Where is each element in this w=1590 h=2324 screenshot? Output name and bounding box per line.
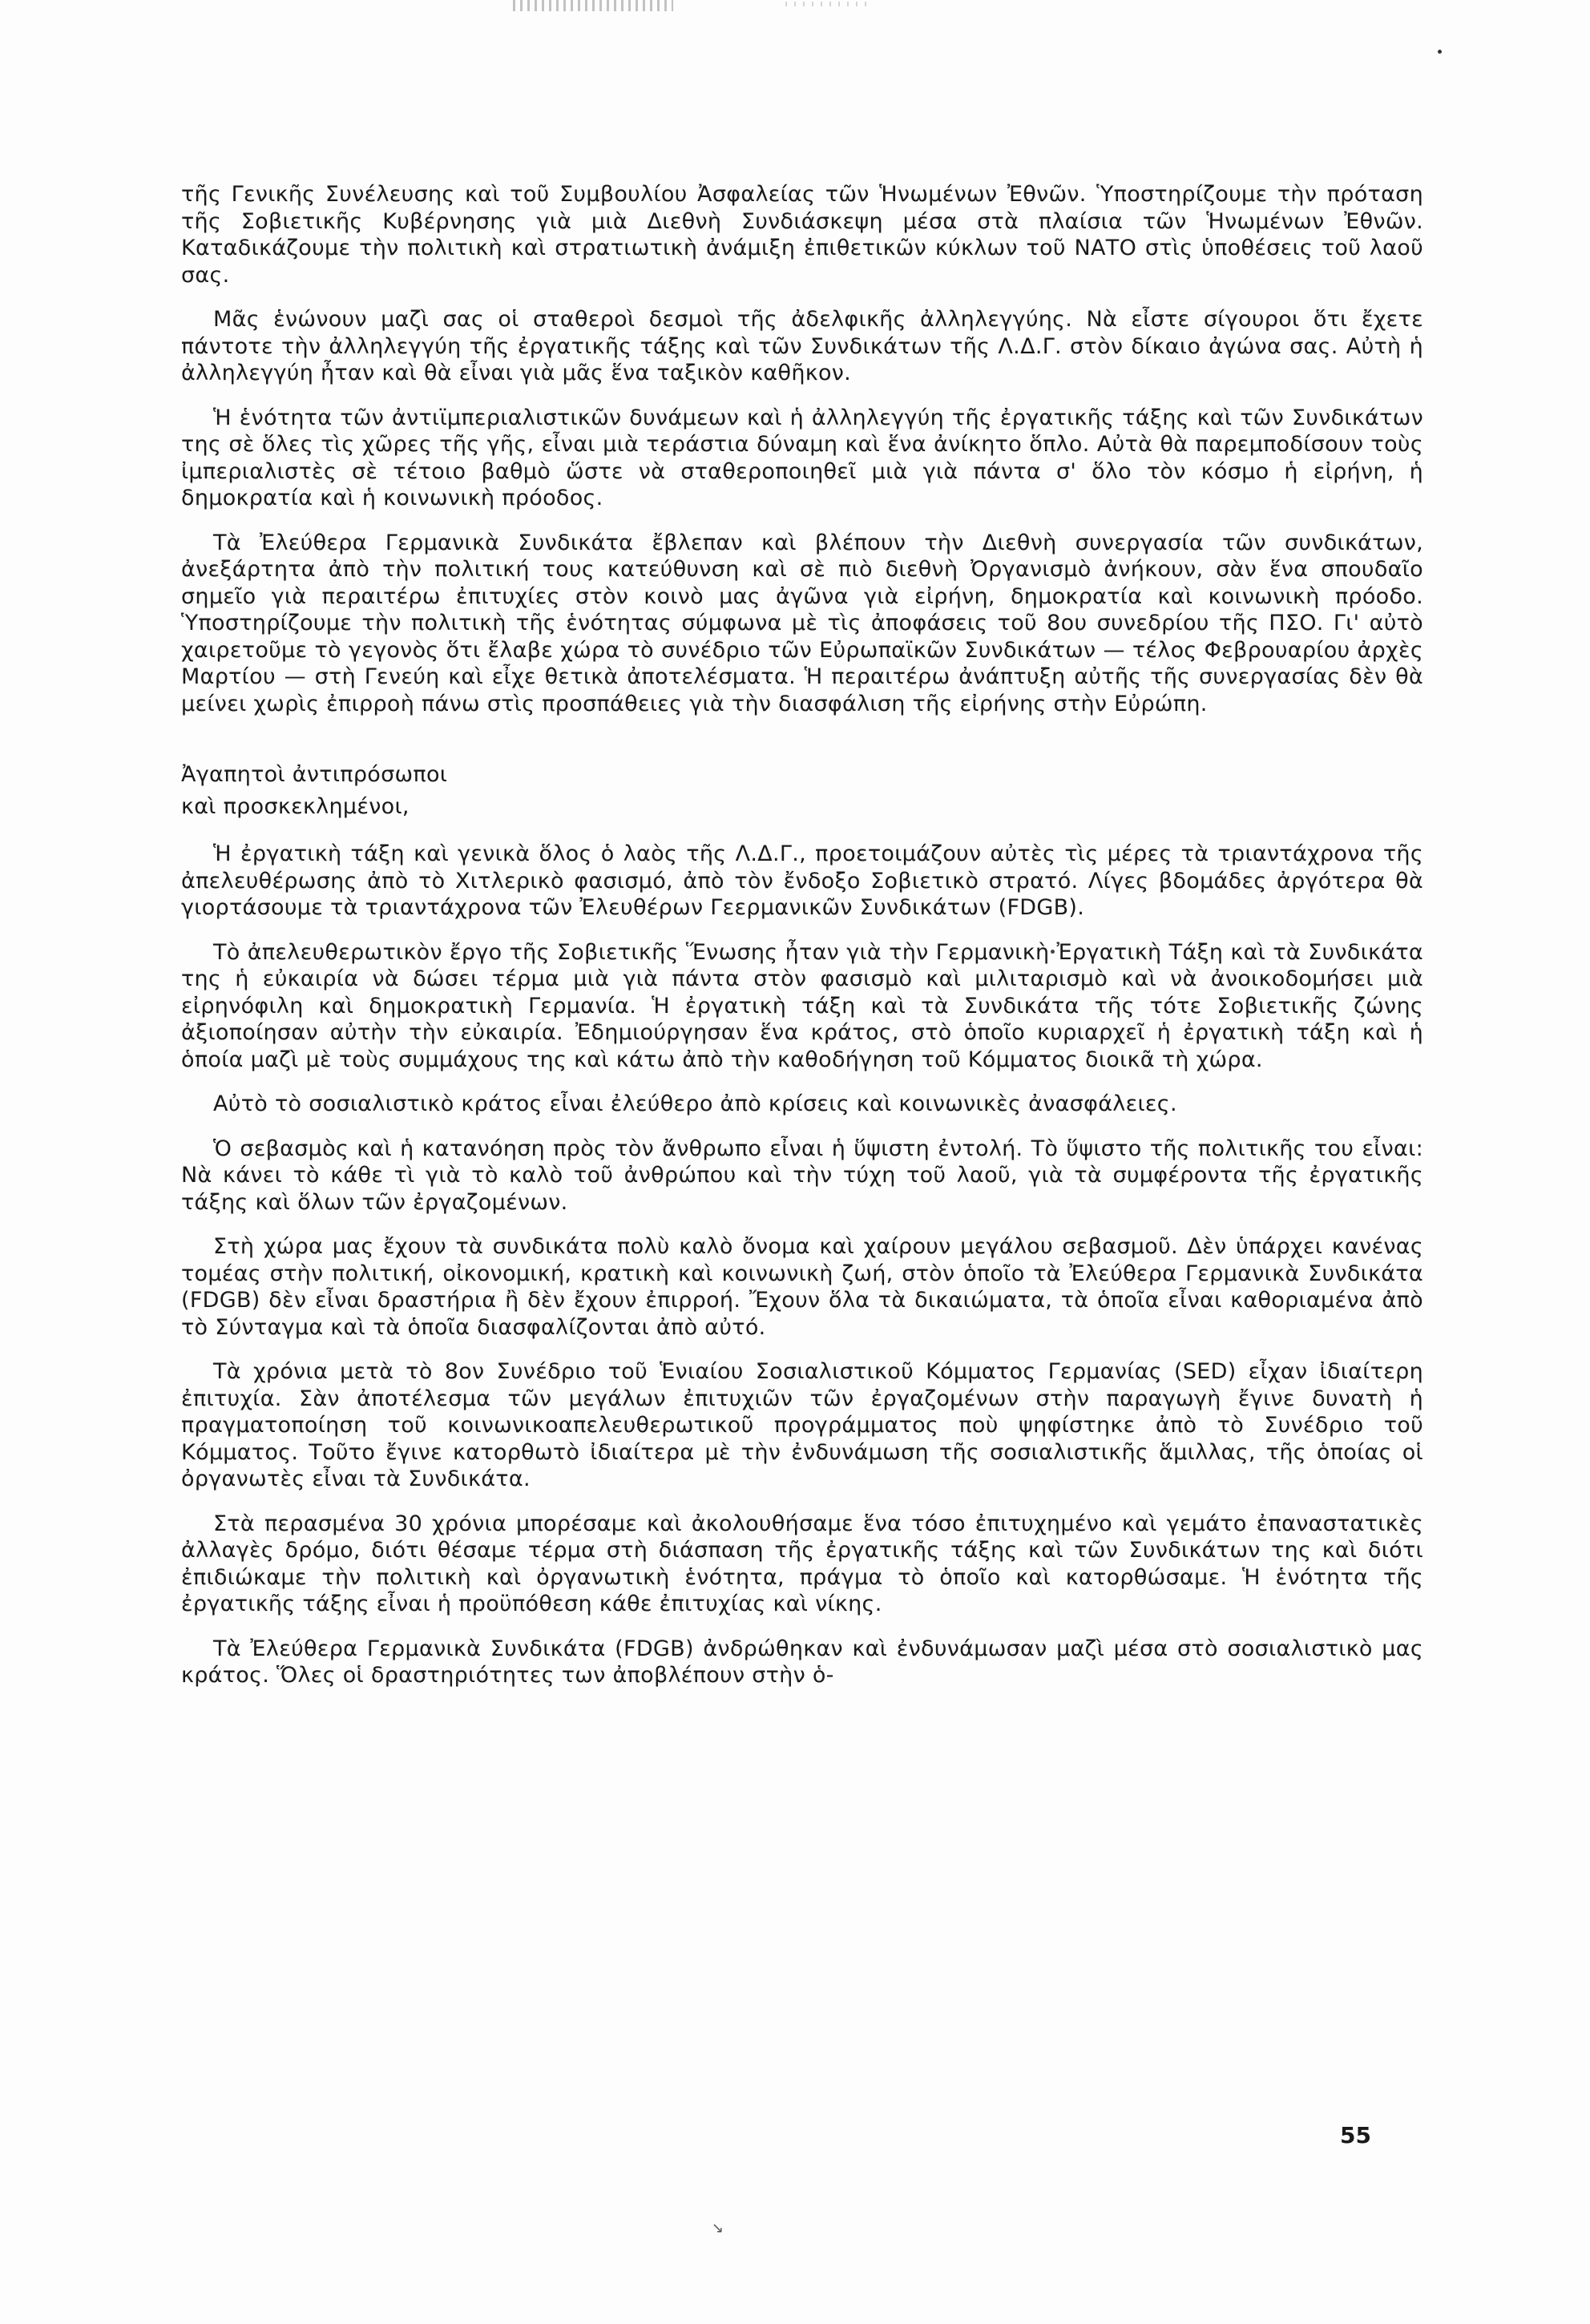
stray-mark: ↘	[712, 2220, 724, 2237]
paragraph: Τὰ χρόνια μετὰ τὸ 8ον Συνέδριο τοῦ Ἑνιαίου Σοσιαλιστικοῦ Κόμματος Γερμανίας (SED) εἶχαν ἰδιαίτερη ἐπιτυχία. Σὰν ἀποτέλεσμα τῶν μεγάλων ἐπιτυχιῶν τῶν ἐργαζομένων στὴν παραγωγὴ ἔγινε δυνατὴ ἡ πραγματοποίηση τοῦ κοινωνικοαπελευθερωτικοῦ προγράμματος ποὺ ψηφίστηκε ἀπὸ τὸ Συνέδριο τοῦ Κόμματος. Τοῦτο ἔγινε κατορθωτὸ ἰδιαίτερα μὲ τὴν ἐνδυνάμωση τῆς σοσιαλιστικῆς ἅμιλλας, τῆς ὁποίας οἱ ὀργανωτὲς εἶναι τὰ Συνδικάτα.	[181, 1359, 1423, 1491]
paragraph: Τὰ Ἐλεύθερα Γερμανικὰ Συνδικάτα (FDGB) ἀνδρώθηκαν καὶ ἐνδυνάμωσαν μαζὶ μέσα στὸ σοσιαλιστικὸ μας κράτος. Ὅλες οἱ δραστηριότητες των ἀποβλέπουν στὴν ὁ-	[181, 1636, 1423, 1688]
body-text	[181, 181, 1423, 1707]
paragraph: Ὁ σεβασμὸς καὶ ἡ κατανόηση πρὸς τὸν ἄνθρωπο εἶναι ἡ ὕψιστη ἐντολή. Τὸ ὕψιστο τῆς πολιτικῆς του εἶναι: Νὰ κάνει τὸ κάθε τὶ γιὰ τὸ καλὸ τοῦ ἀνθρώπου καὶ τὴν τύχη τοῦ λαοῦ, γιὰ τὰ συμφέροντα τῆς ἐργατικῆς τάξης καὶ ὅλων τῶν ἐργαζομένων.	[181, 1136, 1423, 1215]
paragraph: τῆς Γενικῆς Συνέλευσης καὶ τοῦ Συμβουλίου Ἀσφαλείας τῶν Ἡνωμένων Ἐθνῶν. Ὑποστηρίζουμε τὴν πρόταση τῆς Σοβιετικῆς Κυβέρνησης γιὰ μιὰ Διεθνὴ Συνδιάσκεψη μέσα στὰ πλαίσια τῶν Ἡνωμένων Ἐθνῶν. Καταδικάζουμε τὴν πολιτικὴ καὶ στρατιωτικὴ ἀνάμιξη ἐπιθετικῶν κύκλων τοῦ ΝΑΤΟ στὶς ὑποθέσεις τοῦ λαοῦ σας.	[181, 182, 1423, 288]
salutation-line: καὶ προσκεκλημένοι,	[181, 794, 410, 819]
scan-artifact-top	[513, 0, 673, 11]
salutation-line: Ἀγαπητοὶ ἀντιπρόσωποι	[181, 762, 448, 787]
paragraph: Ἡ ἐργατικὴ τάξη καὶ γενικὰ ὅλος ὁ λαὸς τῆς Λ.Δ.Γ., προετοιμάζουν αὐτὲς τὶς μέρες τὰ τριαντάχρονα τῆς ἀπελευθέρωσης ἀπὸ τὸ Χιτλερικὸ φασισμό, ἀπὸ τὸν ἔνδοξο Σοβιετικὸ στρατό. Λίγες βδομάδες ἀργότερα θὰ γιορτάσουμε τὰ τριαντάχρονα τῶν Ἐλευθέρων Γεερμανικῶν Συνδικάτων (FDGB).	[181, 841, 1423, 920]
salutation	[181, 759, 1423, 823]
paragraph: Στὴ χώρα μας ἔχουν τὰ συνδικάτα πολὺ καλὸ ὄνομα καὶ χαίρουν μεγάλου σεβασμοῦ. Δὲν ὑπάρχει κανένας τομέας στὴν πολιτική, οἰκονομική, κρατικὴ καὶ κοινωνικὴ ζωή, στὸν ὁποῖο τὰ Ἐλεύθερα Γερμανικὰ Συνδικάτα (FDGB) δὲν εἶναι δραστήρια ἢ δὲν ἔχουν ἐπιρροή. Ἔχουν ὅλα τὰ δικαιώματα, τὰ ὁποῖα εἶναι καθοριαμένα ἀπὸ τὸ Σύνταγμα καὶ τὰ ὁποῖα διασφαλίζονται ἀπὸ αὐτό.	[181, 1234, 1423, 1340]
paragraph: Στὰ περασμένα 30 χρόνια μπορέσαμε καὶ ἀκολουθήσαμε ἕνα τόσο ἐπιτυχημένο καὶ γεμάτο ἐπαναστατικὲς ἀλλαγὲς δρόμο, διότι θέσαμε τέρμα στὴ διάσπαση τῆς ἐργατικῆς τάξης καὶ τῶν Συνδικάτων της καὶ διότι ἐπιδιώκαμε τὴν πολιτικὴ καὶ ὀργανωτικὴ ἑνότητα, πράγμα τὸ ὁποῖο καὶ κατορθώσαμε. Ἡ ἑνότητα τῆς ἐργατικῆς τάξης εἶναι ἡ προϋπόθεση κάθε ἐπιτυχίας καὶ νίκης.	[181, 1511, 1423, 1616]
scan-speck	[1438, 50, 1442, 54]
paragraph: Ἡ ἑνότητα τῶν ἀντιϊμπεριαλιστικῶν δυνάμεων καὶ ἡ ἀλληλεγγύη τῆς ἐργατικῆς τάξης καὶ τῶν Συνδικάτων της σὲ ὅλες τὶς χῶρες τῆς γῆς, εἶναι μιὰ τεράστια δύναμη καὶ ἕνα ἀνίκητο ὅπλο. Αὐτὰ θὰ παρεμποδίσουν τοὺς ἰμπεριαλιστὲς σὲ τέτοιο βαθμὸ ὥστε νὰ σταθεροποιηθεῖ μιὰ γιὰ πάντα σ' ὅλο τὸν κόσμο ἡ εἰρήνη, ἡ δημοκρατία καὶ ἡ κοινωνικὴ πρόοδος.	[181, 405, 1423, 510]
paragraph: Μᾶς ἑνώνουν μαζὶ σας οἱ σταθεροὶ δεσμοὶ τῆς ἀδελφικῆς ἀλληλεγγύης. Νὰ εἶστε σίγουροι ὅτι ἔχετε πάντοτε τὴν ἀλληλεγγύη τῆς ἐργατικῆς τάξης καὶ τῶν Συνδικάτων τῆς Λ.Δ.Γ. στὸν δίκαιο ἀγώνα σας. Αὐτὴ ἡ ἀλληλεγγύη ἦταν καὶ θὰ εἶναι γιὰ μᾶς ἕνα ταξικὸν καθῆκον.	[181, 307, 1423, 385]
scan-artifact-top-right	[785, 2, 874, 6]
paragraph: Τὰ Ἐλεύθερα Γερμανικὰ Συνδικάτα ἔβλεπαν καὶ βλέπουν τὴν Διεθνὴ συνεργασία τῶν συνδικάτων, ἀνεξάρτητα ἀπὸ τὴν πολιτική τους κατεύθυνση καὶ σὲ πιὸ διεθνὴ Ὀργανισμὸ ἀνήκουν, σὰν ἕνα σπουδαῖο σημεῖο γιὰ περαιτέρω ἐπιτυχίες στὸν κοινὸ μας ἀγῶνα γιὰ εἰρήνη, δημοκρατία καὶ κοινωνικὴ πρόοδο. Ὑποστηρίζουμε τὴν πολιτικὴ τῆς ἑνότητας σύμφωνα μὲ τὶς ἀποφάσεις τοῦ 8ου συνεδρίου τῆς ΠΣΟ. Γι' αὐτὸ χαιρετοῦμε τὸ γεγονὸς ὅτι ἔλαβε χώρα τὸ συνέδριο τῶν Εὐρωπαϊκῶν Συνδικάτων — τέλος Φεβρουαρίου ἀρχὲς Μαρτίου — στὴ Γενεύη καὶ εἶχε θετικὰ ἀποτελέσματα. Ἡ περαιτέρω ἀνάπτυξη αὐτῆς τῆς συνεργασίας δὲν θὰ μείνει χωρὶς ἐπιρροὴ πάνω στὶς προσπάθειες γιὰ τὴν διασφάλιση τῆς εἰρήνης στὴν Εὐρώπη.	[181, 530, 1423, 716]
paragraph: Τὸ ἀπελευθερωτικὸν ἔργο τῆς Σοβιετικῆς Ἕνωσης ἦταν γιὰ τὴν Γερμανικὴ Ἐργατικὴ Τάξη καὶ τὰ Συνδικάτα της ἡ εὐκαιρία νὰ δώσει τέρμα μιὰ γιὰ πάντα στὸν φασισμὸ καὶ μιλιταρισμὸ καὶ νὰ ἀνοικοδομήσει μιὰ εἰρηνόφιλη καὶ δημοκρατικὴ Γερμανία. Ἡ ἐργατικὴ τάξη καὶ τὰ Συνδικάτα τῆς τότε Σοβιετικῆς ζώνης ἀξιοποίησαν αὐτὴν τὴν εὐκαιρία. Ἐδημιούργησαν ἕνα κράτος, στὸ ὁποῖο κυριαρχεῖ ἡ ἐργατικὴ τάξη καὶ ἡ ὁποία μαζὶ μὲ τοὺς συμμάχους της καὶ κάτω ἀπὸ τὴν καθοδήγηση τοῦ Κόμματος διοικᾶ τὴ χώρα.	[181, 939, 1423, 1072]
page-number: 55	[1340, 2122, 1371, 2148]
paragraph: Αὐτὸ τὸ σοσιαλιστικὸ κράτος εἶναι ἐλεύθερο ἀπὸ κρίσεις καὶ κοινωνικὲς ἀνασφάλειες.	[213, 1091, 1177, 1116]
